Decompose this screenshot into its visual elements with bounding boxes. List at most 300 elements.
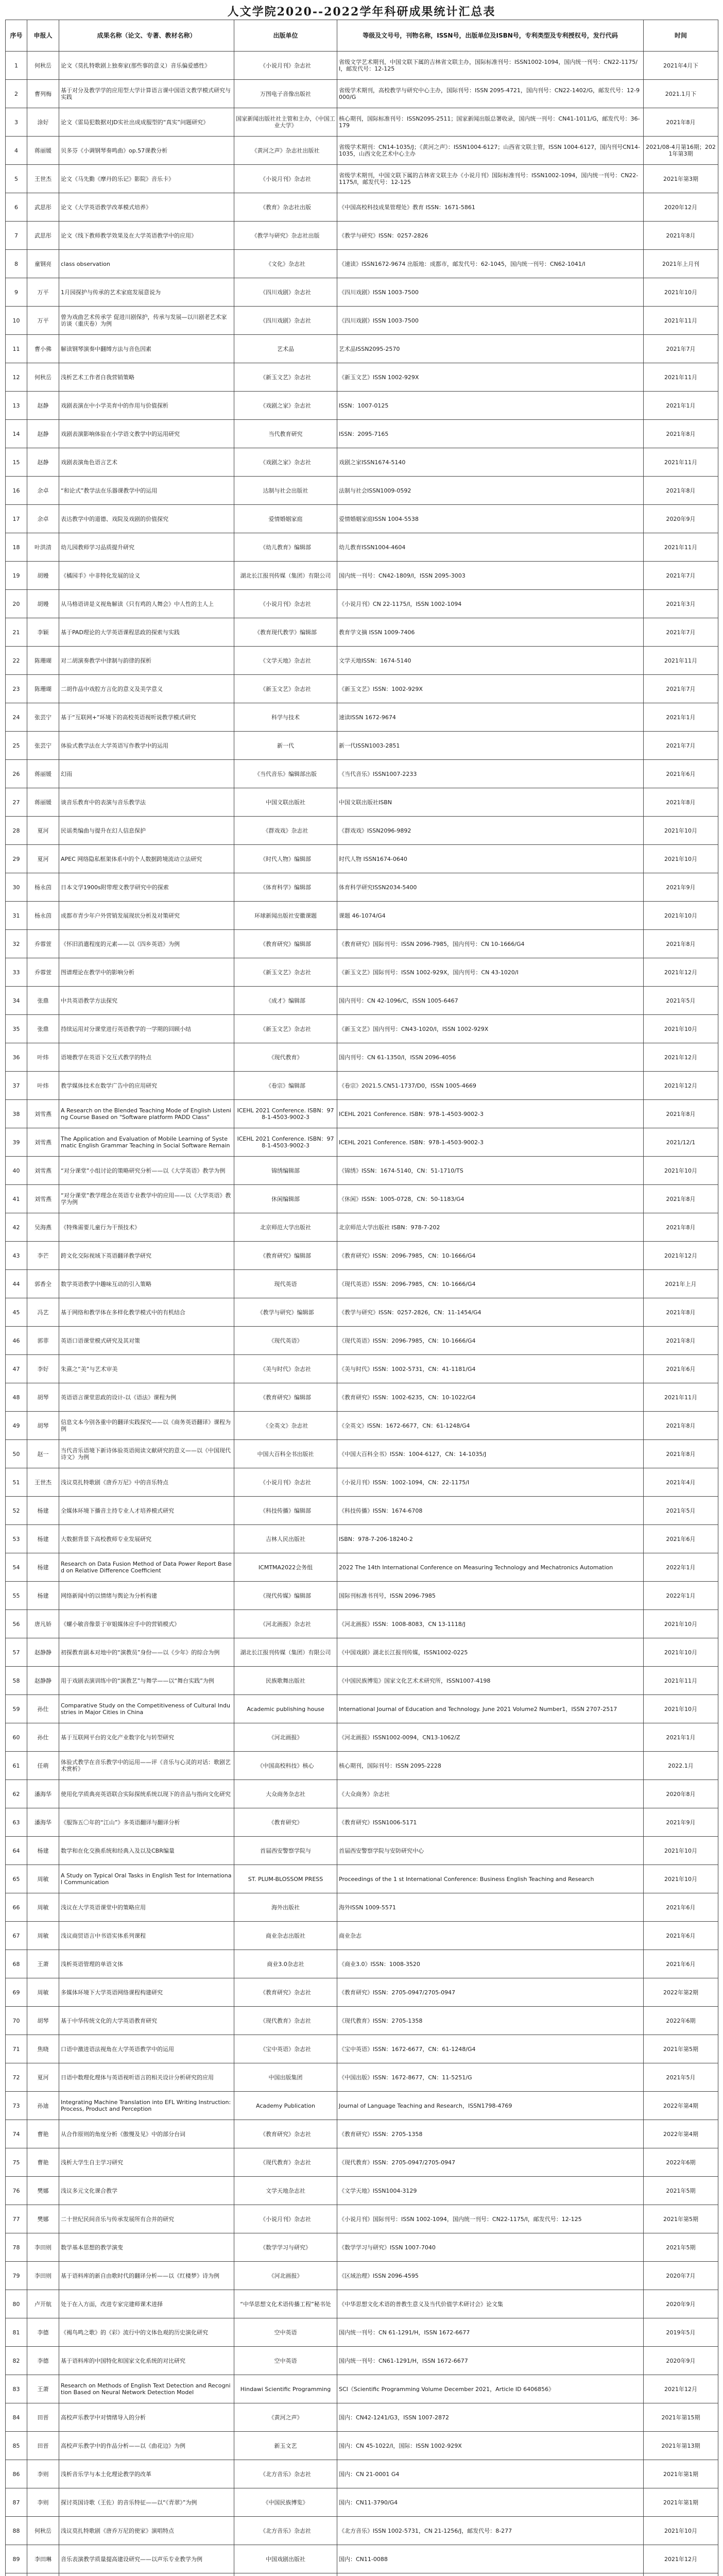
table-row (6, 2517, 718, 2545)
row-no-cell: 21 (6, 618, 27, 647)
row-time-cell: 2021年7月 (644, 618, 718, 647)
row-applicant-cell: 蒋丽媛 (27, 137, 59, 165)
row-publisher-cell: 《文学天地》杂志社 (234, 647, 337, 675)
table-row (6, 1213, 718, 1242)
table-row (6, 222, 718, 250)
row-name-cell: 表达教学中的道德、戏院及戏剧的价值探究 (59, 505, 234, 533)
table-row (6, 2318, 718, 2347)
row-time-cell: 2021年1月 (644, 703, 718, 732)
row-issn-cell: 首届西安警察学院与安防研究中心 (337, 1837, 644, 1865)
row-applicant-cell: 胡嫚 (27, 590, 59, 618)
row-name-cell: 体验式教学法在大学英语写作教学中的运用 (59, 732, 234, 760)
table-row (6, 2205, 718, 2233)
row-no-cell: 71 (6, 2035, 27, 2063)
row-name-cell: 浅议多元文化课合教学 (59, 2177, 234, 2205)
row-name-cell: 曾为戏曲艺术传承学 促进川剧保护，传承与发展—以川剧老艺术家访谈（重庆卷）为例 (59, 307, 234, 335)
row-time-cell: 2021年5期 (644, 2177, 718, 2205)
row-publisher-cell: 《中国民族博览》 (234, 2488, 337, 2517)
row-name-cell: 《橘园手》中非特化发展的诠义 (59, 562, 234, 590)
table-row (6, 2403, 718, 2432)
row-applicant-cell: 李好 (27, 1355, 59, 1383)
table-row (6, 1723, 718, 1752)
table-row (6, 703, 718, 732)
row-time-cell: 2021年6月 (644, 1893, 718, 1922)
row-name-cell: 基于互联网平台的文化产业数字化与转型研究 (59, 1723, 234, 1752)
row-no-cell: 64 (6, 1837, 27, 1865)
row-name-cell: 基于网络和教学体在多样化教学模式中的有机结合 (59, 1298, 234, 1327)
row-no-cell: 75 (6, 2148, 27, 2177)
row-publisher-cell: 《群戏戏》杂志社 (234, 817, 337, 845)
row-publisher-cell: 《教育现代教学》编辑部 (234, 618, 337, 647)
table-row (6, 1128, 718, 1157)
row-issn-cell: 核心期刊，国际标准刊号：ISSN2095-2511；国家新闻出版总署收录，国内统一刊号：CN41-1011/G，邮发代号：36-179 (337, 108, 644, 137)
row-applicant-cell: 李则 (27, 2460, 59, 2488)
row-issn-cell: 《全英文》ISSN：1672-6677，CN：61-1248/G4 (337, 1412, 644, 1440)
header-no: 序号 (6, 20, 27, 52)
row-no-cell: 33 (6, 958, 27, 987)
row-applicant-cell: 蒋丽媛 (27, 788, 59, 817)
row-no-cell: 57 (6, 1638, 27, 1667)
row-name-cell: 多媒体环境下大学英语网络课程构建研究 (59, 1978, 234, 2007)
row-applicant-cell: 杨永茵 (27, 873, 59, 902)
row-name-cell: 跨文化交际视域下英语翻译教学研究 (59, 1242, 234, 1270)
header-applicant: 申报人 (27, 20, 59, 52)
row-applicant-cell: 杨建 (27, 1525, 59, 1553)
row-issn-cell: 国内刊号：CN 61-1350/I，ISSN 2096-4056 (337, 1043, 644, 1072)
row-applicant-cell: 孙迪 (27, 2092, 59, 2120)
row-name-cell: 全媒体环境下播音主持专业人才培养模式研究 (59, 1497, 234, 1525)
table-row (6, 2148, 718, 2177)
row-issn-cell: 中国文联出版社ISBN (337, 788, 644, 817)
table-row (6, 873, 718, 902)
row-issn-cell: 文学天地ISSN：1674-5140 (337, 647, 644, 675)
row-no-cell: 49 (6, 1412, 27, 1440)
row-applicant-cell: 赵静静 (27, 1638, 59, 1667)
row-issn-cell: Proceedings of the 1 st International Conference: Business English Teaching and Research (337, 1865, 644, 1893)
row-publisher-cell: 《小说月刊》杂志社 (234, 52, 337, 80)
row-publisher-cell: 休闲编辑部 (234, 1185, 337, 1213)
row-time-cell (644, 2573, 718, 2576)
row-no-cell: 4 (6, 137, 27, 165)
row-issn-cell: 《数学学习与研究》ISSN 1007-7040 (337, 2233, 644, 2262)
row-issn-cell: 《当代音乐》ISSN1007-2233 (337, 760, 644, 788)
row-time-cell: 2021年4月 (644, 1468, 718, 1497)
row-no-cell: 25 (6, 732, 27, 760)
row-time-cell: 2020年9月 (644, 505, 718, 533)
row-applicant-cell: 赵静静 (27, 1667, 59, 1695)
row-no-cell: 31 (6, 902, 27, 930)
row-no-cell: 37 (6, 1072, 27, 1100)
row-no-cell: 81 (6, 2318, 27, 2347)
row-applicant-cell: 周敏 (27, 1893, 59, 1922)
table-row (6, 1610, 718, 1638)
table-row (6, 1865, 718, 1893)
table-row (6, 2290, 718, 2318)
row-no-cell: 86 (6, 2460, 27, 2488)
row-publisher-cell: ICEHL 2021 Conference. ISBN：978-1-4503-9002-3 (234, 1100, 337, 1128)
row-applicant-cell: 田晋 (27, 2432, 59, 2460)
row-no-cell: 79 (6, 2262, 27, 2290)
table-row (6, 1525, 718, 1553)
row-time-cell: 2021年11月 (644, 448, 718, 477)
row-no-cell: 29 (6, 845, 27, 873)
row-time-cell: 2021年11月 (644, 647, 718, 675)
row-issn-cell: 《现代教育》ISSN：2705-0947/2705-0947 (337, 2148, 644, 2177)
row-name-cell: A Research on the Blended Teaching Mode of English Listening Course Based on "Software platform PADD Class" (59, 1100, 234, 1128)
row-applicant-cell: 潘海华 (27, 1808, 59, 1837)
row-publisher-cell: 《河北画报》 (234, 2262, 337, 2290)
row-name-cell: 浅议在大学英语课堂中的策略应用 (59, 1893, 234, 1922)
row-no-cell: 10 (6, 307, 27, 335)
row-name-cell: The Application and Evaluation of Mobile Learning of Systematic English Grammar Teaching in Social Software Remain (59, 1128, 234, 1157)
table-row (6, 137, 718, 165)
row-applicant-cell: 张鼎 (27, 987, 59, 1015)
table-row (6, 1497, 718, 1525)
row-applicant-cell: 曹小佛 (27, 335, 59, 363)
row-no-cell: 3 (6, 108, 27, 137)
row-issn-cell: Journal of Language Teaching and Research，ISSN1798-4769 (337, 2092, 644, 2120)
table-row (6, 2375, 718, 2403)
row-issn-cell: 《休闲》ISSN：1005-0728，CN：50-1183/G4 (337, 1185, 644, 1213)
row-publisher-cell: Academy Publication (234, 2092, 337, 2120)
row-name-cell: 浅议莫扎特歌剧《唐乔万尼》中的音乐特点 (59, 1468, 234, 1497)
row-applicant-cell: 乔蓉萱 (27, 958, 59, 987)
row-name-cell: 从合作原则的角度分析《傲慢及见》中的部分台词 (59, 2120, 234, 2148)
row-no-cell: 68 (6, 1950, 27, 1978)
row-issn-cell: 《卷宗》2021.5.CN51-1737/D0，ISSN 1005-4669 (337, 1072, 644, 1100)
row-time-cell: 2021/12/1 (644, 1128, 718, 1157)
row-name-cell: 初探教育副本对地中的“演教员”身份——以《少年》的综合为例 (59, 1638, 234, 1667)
row-no-cell: 59 (6, 1695, 27, 1723)
row-publisher-cell: 《北方音乐》杂志社 (234, 2517, 337, 2545)
row-publisher-cell: 商业杂志出版社 (234, 1922, 337, 1950)
row-time-cell: 2021年10月 (644, 902, 718, 930)
row-no-cell: 78 (6, 2233, 27, 2262)
row-no-cell: 58 (6, 1667, 27, 1695)
row-no-cell: 77 (6, 2205, 27, 2233)
table-row (6, 1582, 718, 1610)
row-issn-cell: 《中国民族博览》国家文化艺术术研究所，ISSN1007-4198 (337, 1667, 644, 1695)
row-time-cell: 2021年11月 (644, 1667, 718, 1695)
row-name-cell: 浅析艺术工作者自我营销策略 (59, 363, 234, 392)
row-issn-cell: 《现代教育》ISSN：2705-1358 (337, 2007, 644, 2035)
row-name-cell: 浅析音乐学与本土化理论教学的改革 (59, 2460, 234, 2488)
row-no-cell: 23 (6, 675, 27, 703)
row-issn-cell: 国内：CN11-3790/G4 (337, 2488, 644, 2517)
row-time-cell: 2021年9月 (644, 1808, 718, 1837)
row-publisher-cell: 《黄河之声》 (234, 2403, 337, 2432)
row-no-cell: 67 (6, 1922, 27, 1950)
row-time-cell: 2019年5月 (644, 2318, 718, 2347)
row-time-cell: 2021年10月 (644, 1837, 718, 1865)
row-name-cell: 《螺小敏音像景于审姐媒体应手中的营销模式》 (59, 1610, 234, 1638)
row-issn-cell: 《新玉文艺》国际刊号：ISSN 1002-929X，国内刊号：CN 43-1020/I (337, 958, 644, 987)
row-issn-cell: 《河北画报》ISSN：1008-8083，CN 13-1118/J (337, 1610, 644, 1638)
row-publisher-cell: 《小说月刊》杂志社 (234, 590, 337, 618)
table-row (6, 1837, 718, 1865)
row-no-cell: 47 (6, 1355, 27, 1383)
row-name-cell: A Study on Typical Oral Tasks in English Test for International Communication (59, 1865, 234, 1893)
row-time-cell: 2021年8月 (644, 1327, 718, 1355)
row-name-cell: 网络新闻中的以情绪与舆论为分析构建 (59, 1582, 234, 1610)
row-name-cell: 基于PAD理论的大学英语课程思政的探索与实践 (59, 618, 234, 647)
row-no-cell: 63 (6, 1808, 27, 1837)
row-applicant-cell: 赵静 (27, 420, 59, 448)
row-time-cell: 2020年8月 (644, 1780, 718, 1808)
row-issn-cell: 国内：CN 45-1022/I，国际：ISSN 1002-929X (337, 2432, 644, 2460)
row-time-cell: 2021年8月 (644, 1100, 718, 1128)
row-applicant-cell: 夏河 (27, 817, 59, 845)
row-applicant-cell: 李德 (27, 2318, 59, 2347)
row-issn-cell: 时代人物 ISSN1674-0640 (337, 845, 644, 873)
row-name-cell: 二胡作品中戏腔方言化的意义及美学意义 (59, 675, 234, 703)
row-time-cell: 2021年10月 (644, 1157, 718, 1185)
row-publisher-cell: 湖北长江报刊传媒（集团）有限公司 (234, 562, 337, 590)
row-issn-cell: 《教育研究》ISSN：2096-7985，CN：10-1666/G4 (337, 1242, 644, 1270)
table-row (6, 363, 718, 392)
row-applicant-cell: 胡琴 (27, 1383, 59, 1412)
row-issn-cell: 《群戏戏》ISSN2096-9892 (337, 817, 644, 845)
row-name-cell: 论文《线下教师教学效果及在大学英语教学中的应用》 (59, 222, 234, 250)
row-name-cell: 成都市青少年户外营销发展现状分析及对策研究 (59, 902, 234, 930)
row-no-cell: 19 (6, 562, 27, 590)
row-issn-cell: ISSN：2095-7165 (337, 420, 644, 448)
row-name-cell: 日本文学1900s附带理文教学研究中的探索 (59, 873, 234, 902)
table-row (6, 278, 718, 307)
row-name-cell: 论文《马先勤《摩丹的乐记》影院》音乐卡》 (59, 165, 234, 193)
row-name-cell: 体验式教学在音乐教学中的运用——评《音乐与心灵的对话：歌剧艺术赏析》 (59, 1752, 234, 1780)
table-row (6, 533, 718, 562)
row-issn-cell: 《速读》ISSN1672-9674 出版地：成都市，邮发代号：62-1045，国内统一刊号：CN62-1041/I (337, 250, 644, 278)
row-name-cell: 图谱理论在教学中的影响分析 (59, 958, 234, 987)
table-row (6, 1922, 718, 1950)
row-time-cell: 2021年8月 (644, 930, 718, 958)
row-name-cell: 当代音乐语境下新诗体验英语阅读文献研究的意义——以《中国现代诗文》为例 (59, 1440, 234, 1468)
row-no-cell: 80 (6, 2290, 27, 2318)
row-applicant-cell: 武思彤 (27, 193, 59, 222)
row-applicant-cell: 张芸宁 (27, 732, 59, 760)
row-time-cell: 2021年12月 (644, 958, 718, 987)
row-time-cell: 2021年10月 (644, 1695, 718, 1723)
row-name-cell: 数学英语教学中趣味互动的引入策略 (59, 1270, 234, 1298)
row-time-cell: 2021年6月 (644, 760, 718, 788)
row-no-cell: 40 (6, 1157, 27, 1185)
row-publisher-cell: 爱情婚姻家庭 (234, 505, 337, 533)
row-time-cell: 2022年1月 (644, 1553, 718, 1582)
row-publisher-cell: 《北方音乐》杂志社 (234, 2460, 337, 2488)
row-issn-cell: 《现代英语》ISSN：2096-7985，CN：10-1666/G4 (337, 1270, 644, 1298)
row-no-cell: 70 (6, 2007, 27, 2035)
row-issn-cell: 《商业3.0》ISSN：1008-3520 (337, 1950, 644, 1978)
row-no-cell: 35 (6, 1015, 27, 1043)
row-applicant-cell: 刘雪燕 (27, 1157, 59, 1185)
row-issn-cell: International Journal of Education and Technology. June 2021 Volume2 Number1，ISSN 2707-2517 (337, 1695, 644, 1723)
row-time-cell: 2021年10月 (644, 1015, 718, 1043)
row-time-cell: 2021年7月 (644, 732, 718, 760)
row-name-cell: 浅析大学生自主学习研究 (59, 2148, 234, 2177)
table-row (6, 448, 718, 477)
row-applicant-cell: 杨建 (27, 1553, 59, 1582)
row-applicant-cell: 武思彤 (27, 222, 59, 250)
row-no-cell: 46 (6, 1327, 27, 1355)
row-publisher-cell: 吉林人民出版社 (234, 1525, 337, 1553)
table-row (6, 1242, 718, 1270)
row-no-cell: 44 (6, 1270, 27, 1298)
row-publisher-cell: 《现代教育》 (234, 1043, 337, 1072)
row-applicant-cell (27, 2573, 59, 2576)
row-publisher-cell: 北京师范大学出版社 (234, 1213, 337, 1242)
row-name-cell: 日语中数理化理体与英语视听语言的相关设计分析研究的应用 (59, 2063, 234, 2092)
row-name-cell: “对分课堂”小组讨论的策略研究分析——以《大学英语》教学为例 (59, 1157, 234, 1185)
row-applicant-cell: 卢开航 (27, 2290, 59, 2318)
row-issn-cell: 《中国高校科技成果管理处》教育 ISSN：1671-5861 (337, 193, 644, 222)
row-name-cell: 二十世纪民间音乐与传承发展所有合并的研究 (59, 2205, 234, 2233)
row-name-cell: 论文《大学英语教学改革模式培养》 (59, 193, 234, 222)
row-applicant-cell: 杨建 (27, 1497, 59, 1525)
row-name-cell: 贝多芬《小调钢琴奏鸣曲》op.57课教分析 (59, 137, 234, 165)
row-applicant-cell: 蒋丽媛 (27, 760, 59, 788)
row-issn-cell: 幼儿教育ISSN1004-4604 (337, 533, 644, 562)
row-issn-cell: 《锦绣》ISSN：1674-5140，CN：51-1710/TS (337, 1157, 644, 1185)
table-body (6, 52, 718, 2576)
row-time-cell: 2021年3月 (644, 590, 718, 618)
table-row (6, 562, 718, 590)
row-issn-cell: 《中国出版》ISSN：1672-8677，CN：11-5251/G (337, 2063, 644, 2092)
row-time-cell: 2021年11月 (644, 363, 718, 392)
row-applicant-cell: 夏河 (27, 2063, 59, 2092)
row-publisher-cell: 《新玉文艺》杂志社 (234, 1015, 337, 1043)
row-publisher-cell: 首届西安警察学院与 (234, 1837, 337, 1865)
row-issn-cell: 省级学术期刊，中国文联下属的吉林省文联主办《小说月刊》国际标准刊号：ISSN1002-1094，国内统一刊号：CN22-1175/I，邮发代号：12-125 (337, 165, 644, 193)
row-no-cell: 27 (6, 788, 27, 817)
table-row (6, 193, 718, 222)
row-name-cell (59, 2573, 234, 2576)
row-applicant-cell: 曹艳 (27, 2120, 59, 2148)
row-time-cell: 2021年12月 (644, 2375, 718, 2403)
row-publisher-cell: 《新玉文艺》杂志社 (234, 958, 337, 987)
row-no-cell: 56 (6, 1610, 27, 1638)
row-time-cell: 2021年9月 (644, 873, 718, 902)
row-time-cell: 2021年10月 (644, 817, 718, 845)
row-publisher-cell: Academic publishing house (234, 1695, 337, 1723)
table-row (6, 1355, 718, 1383)
row-issn-cell: ICEHL 2021 Conference. ISBN：978-1-4503-9002-3 (337, 1100, 644, 1128)
row-applicant-cell: 何秋岳 (27, 363, 59, 392)
row-publisher-cell: 《当代音乐》编辑部出版 (234, 760, 337, 788)
row-name-cell: 语境教学在英语下交互式教学的特点 (59, 1043, 234, 1072)
row-no-cell: 16 (6, 477, 27, 505)
row-no-cell: 85 (6, 2432, 27, 2460)
row-applicant-cell: 叶炜 (27, 1043, 59, 1072)
row-time-cell: 2021年4月下 (644, 52, 718, 80)
row-time-cell: 2020年9月 (644, 2290, 718, 2318)
table-row (6, 2488, 718, 2517)
row-no-cell: 45 (6, 1298, 27, 1327)
row-time-cell: 2020年7月 (644, 2262, 718, 2290)
row-publisher-cell: 《宝中英语》杂志社 (234, 2035, 337, 2063)
row-applicant-cell: 王世杰 (27, 1468, 59, 1497)
table-row (6, 1015, 718, 1043)
row-issn-cell: 《小说月刊》CN 22-1175/I，ISSN 1002-1094 (337, 590, 644, 618)
row-publisher-cell: 《时代人物》编辑部 (234, 845, 337, 873)
row-name-cell: 《服饰五〇年的“江山”》多英语翻译与翻译分析 (59, 1808, 234, 1837)
row-time-cell: 2021年11月 (644, 1383, 718, 1412)
row-publisher-cell: 海外出版社 (234, 1893, 337, 1922)
row-publisher-cell: 大众商务杂志社 (234, 1780, 337, 1808)
table-row (6, 2063, 718, 2092)
row-applicant-cell: 夏河 (27, 845, 59, 873)
row-publisher-cell: 《新玉文艺》杂志社 (234, 675, 337, 703)
row-no-cell: 72 (6, 2063, 27, 2092)
row-time-cell: 2022年6期 (644, 2148, 718, 2177)
row-time-cell: 2021年12月 (644, 2545, 718, 2573)
row-no-cell: 54 (6, 1553, 27, 1582)
row-name-cell: 基于“互联网+”环境下的高校英语视听说教学模式研究 (59, 703, 234, 732)
row-no-cell: 61 (6, 1752, 27, 1780)
table-row (6, 2120, 718, 2148)
row-time-cell: 2021年8月 (644, 108, 718, 137)
row-publisher-cell: 《小说月刊》杂志社 (234, 2205, 337, 2233)
row-time-cell: 2022.1月 (644, 1752, 718, 1780)
row-applicant-cell: 刘雪燕 (27, 1128, 59, 1157)
table-row (6, 392, 718, 420)
row-applicant-cell: 余卓 (27, 505, 59, 533)
row-issn-cell: 《中国戏剧》湖北长江报刊传媒，ISSN1002-0225 (337, 1638, 644, 1667)
row-applicant-cell: 乔蓉萱 (27, 930, 59, 958)
row-issn-cell: 《小说月刊》ISSN：1002-1094，CN：22-1175/I (337, 1468, 644, 1497)
row-applicant-cell: 任萌 (27, 1752, 59, 1780)
row-applicant-cell: 何秋岳 (27, 52, 59, 80)
row-no-cell: 42 (6, 1213, 27, 1242)
row-time-cell: 2021年5月 (644, 1497, 718, 1525)
row-issn-cell: 《北方音乐》ISSN 1002-5731，CN 21-1256/J，邮发代号：8-277 (337, 2517, 644, 2545)
row-no-cell: 8 (6, 250, 27, 278)
table-row (6, 647, 718, 675)
row-name-cell: 基于语料库的新自由歌时代的翻译分析——以《红楼梦》诗为例 (59, 2262, 234, 2290)
row-publisher-cell: 空中英语 (234, 2347, 337, 2375)
row-time-cell: 2021年11月 (644, 533, 718, 562)
row-name-cell: 民谣类编曲与提升在幻人信息保护 (59, 817, 234, 845)
row-name-cell: 戏剧表演角色语言艺术 (59, 448, 234, 477)
row-no-cell: 43 (6, 1242, 27, 1270)
row-applicant-cell: 万平 (27, 307, 59, 335)
row-publisher-cell: 锦绣编辑部 (234, 1157, 337, 1185)
row-issn-cell: 《教育研究》ISSN：2705-1358 (337, 2120, 644, 2148)
row-applicant-cell: 胡嫚 (27, 562, 59, 590)
row-issn-cell: 《四川戏剧》ISSN 1003-7500 (337, 307, 644, 335)
table-header-row (6, 20, 718, 52)
row-time-cell: 2021年7月 (644, 562, 718, 590)
row-applicant-cell: 叶炜 (27, 1072, 59, 1100)
row-time-cell: 2021年6月 (644, 1922, 718, 1950)
row-publisher-cell: 《美与时代》杂志社 (234, 1355, 337, 1383)
row-issn-cell: 《科技传播》ISSN：1674-6708 (337, 1497, 644, 1525)
row-issn-cell: 《教育研究》ISSN1006-5171 (337, 1808, 644, 1837)
row-time-cell: 2021年7月 (644, 675, 718, 703)
row-time-cell: 2021年8月 (644, 420, 718, 448)
row-issn-cell: 《文学天地》ISSN1004-3129 (337, 2177, 644, 2205)
row-applicant-cell: 陈珊瑚 (27, 647, 59, 675)
table-row (6, 930, 718, 958)
row-time-cell: 2022年1月 (644, 1582, 718, 1610)
row-name-cell: 朱熹之“美”与艺术审美 (59, 1355, 234, 1383)
row-applicant-cell: 焦晓 (27, 2035, 59, 2063)
row-name-cell: 数学基本思想的教学演变 (59, 2233, 234, 2262)
row-issn-cell: 《现代英语》ISSN：2096-7985，CN：10-1666/G4 (337, 1327, 644, 1355)
row-publisher-cell: 万图电子音像出版社 (234, 80, 337, 108)
table-row (6, 335, 718, 363)
row-publisher-cell: 文学天地杂志社 (234, 2177, 337, 2205)
